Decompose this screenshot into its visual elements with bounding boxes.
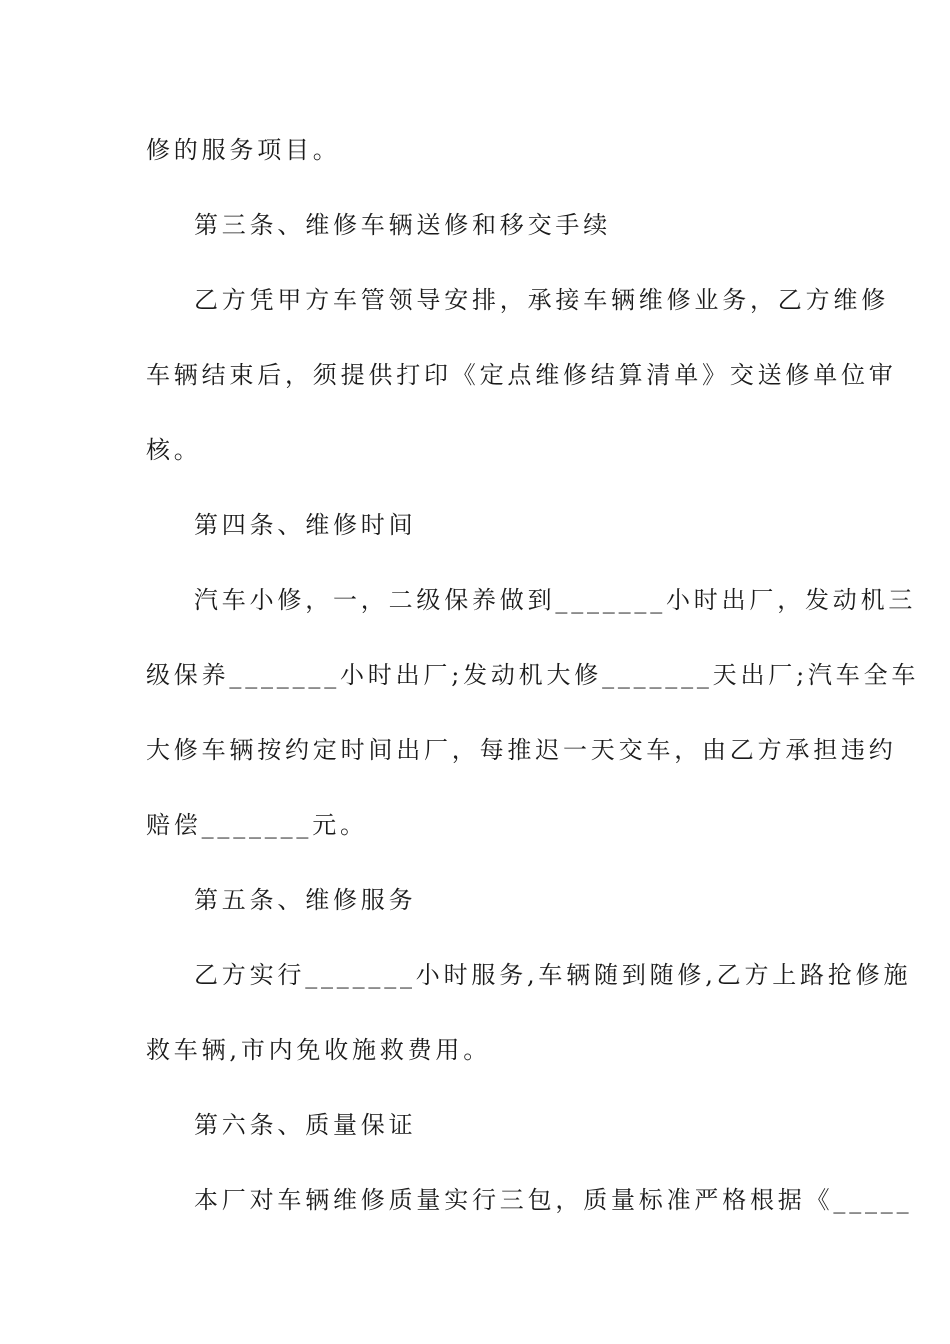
paragraph-line: 救车辆,市内免收施救费用。 xyxy=(146,1036,492,1064)
article-heading: 第三条、维修车辆送修和移交手续 xyxy=(194,211,611,239)
paragraph-line: 本厂对车辆维修质量实行三包，质量标准严格根据《_____ xyxy=(194,1186,913,1214)
paragraph-line: 修的服务项目。 xyxy=(146,136,341,164)
paragraph-line: 汽车小修，一，二级保养做到_______小时出厂，发动机三 xyxy=(194,586,917,614)
article-heading: 第四条、维修时间 xyxy=(194,511,417,539)
article-heading: 第六条、质量保证 xyxy=(194,1111,417,1139)
paragraph-line: 车辆结束后，须提供打印《定点维修结算清单》交送修单位审 xyxy=(146,361,897,389)
article-heading: 第五条、维修服务 xyxy=(194,886,417,914)
paragraph-line: 大修车辆按约定时间出厂，每推迟一天交车，由乙方承担违约 xyxy=(146,736,897,764)
paragraph-line: 核。 xyxy=(146,436,202,464)
paragraph-line: 赔偿_______元。 xyxy=(146,811,368,839)
paragraph-line: 乙方实行_______小时服务,车辆随到随修,乙方上路抢修施 xyxy=(194,961,912,989)
paragraph-line: 级保养_______小时出厂;发动机大修_______天出厂;汽车全车 xyxy=(146,661,920,689)
paragraph-line: 乙方凭甲方车管领导安排，承接车辆维修业务，乙方维修 xyxy=(194,286,889,314)
